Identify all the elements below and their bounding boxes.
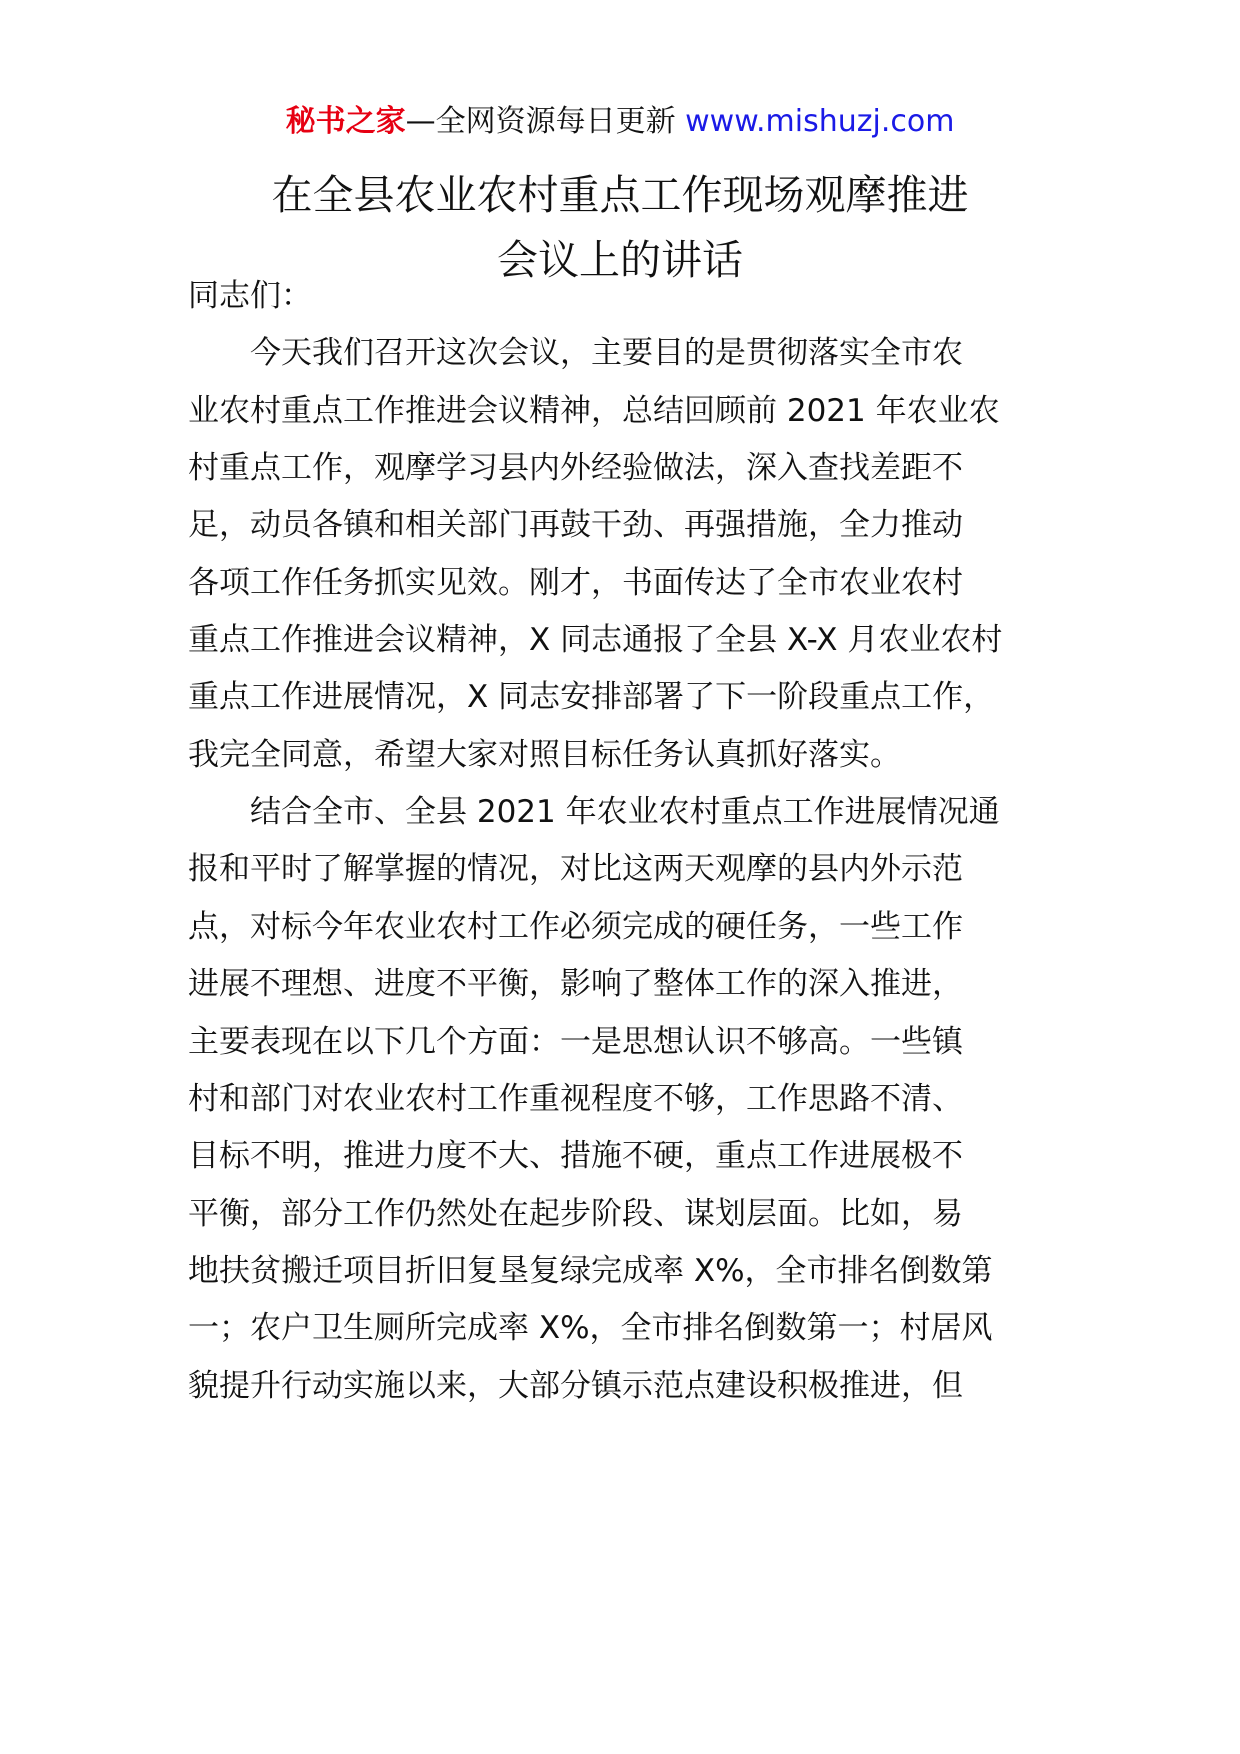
paragraph-line: 业农村重点工作推进会议精神，总结回顾前 2021 年农业农 xyxy=(188,393,1000,429)
site-url[interactable]: www.mishuzj.com xyxy=(685,104,955,139)
paragraph-line: 一；农户卫生厕所完成率 X%，全市排名倒数第一；村居风 xyxy=(188,1310,993,1346)
paragraph-line: 报和平时了解掌握的情况，对比这两天观摩的县内外示范 xyxy=(188,851,963,887)
salutation: 同志们： xyxy=(188,278,312,314)
site-header xyxy=(0,100,1240,144)
document-title-line-1: 在全县农业农村重点工作现场观摩推进 xyxy=(271,171,969,219)
paragraph-line: 我完全同意，希望大家对照目标任务认真抓好落实。 xyxy=(188,737,901,773)
paragraph-line: 重点工作进展情况，X 同志安排部署了下一阶段重点工作， xyxy=(188,679,995,715)
paragraph-line: 目标不明，推进力度不大、措施不硬，重点工作进展极不 xyxy=(188,1138,963,1174)
document-title-line-2: 会议上的讲话 xyxy=(497,236,743,284)
site-brand: 秘书之家 xyxy=(285,104,406,139)
paragraph-line: 足，动员各镇和相关部门再鼓干劲、再强措施，全力推动 xyxy=(188,507,963,543)
paragraph-line: 重点工作推进会议精神，X 同志通报了全县 X-X 月农业农村 xyxy=(188,622,1003,658)
paragraph-line: 平衡，部分工作仍然处在起步阶段、谋划层面。比如，易 xyxy=(188,1196,963,1232)
paragraph-line: 各项工作任务抓实见效。刚才，书面传达了全市农业农村 xyxy=(188,565,963,601)
paragraph-line: 村重点工作，观摩学习县内外经验做法，深入查找差距不 xyxy=(188,450,963,486)
site-tagline: —全网资源每日更新 xyxy=(405,104,676,139)
paragraph-line: 进展不理想、进度不平衡，影响了整体工作的深入推进， xyxy=(188,966,963,1002)
paragraph-line: 地扶贫搬迁项目折旧复垦复绿完成率 X%，全市排名倒数第 xyxy=(188,1253,993,1289)
paragraph-line: 结合全市、全县 2021 年农业农村重点工作进展情况通 xyxy=(250,794,1000,830)
paragraph-line: 点，对标今年农业农村工作必须完成的硬任务，一些工作 xyxy=(188,909,963,945)
paragraph-line: 村和部门对农业农村工作重视程度不够，工作思路不清、 xyxy=(188,1081,963,1117)
paragraph-line: 貌提升行动实施以来，大部分镇示范点建设积极推进，但 xyxy=(188,1368,963,1404)
paragraph-line: 今天我们召开这次会议，主要目的是贯彻落实全市农 xyxy=(250,335,963,371)
paragraph-line: 主要表现在以下几个方面：一是思想认识不够高。一些镇 xyxy=(188,1024,963,1060)
